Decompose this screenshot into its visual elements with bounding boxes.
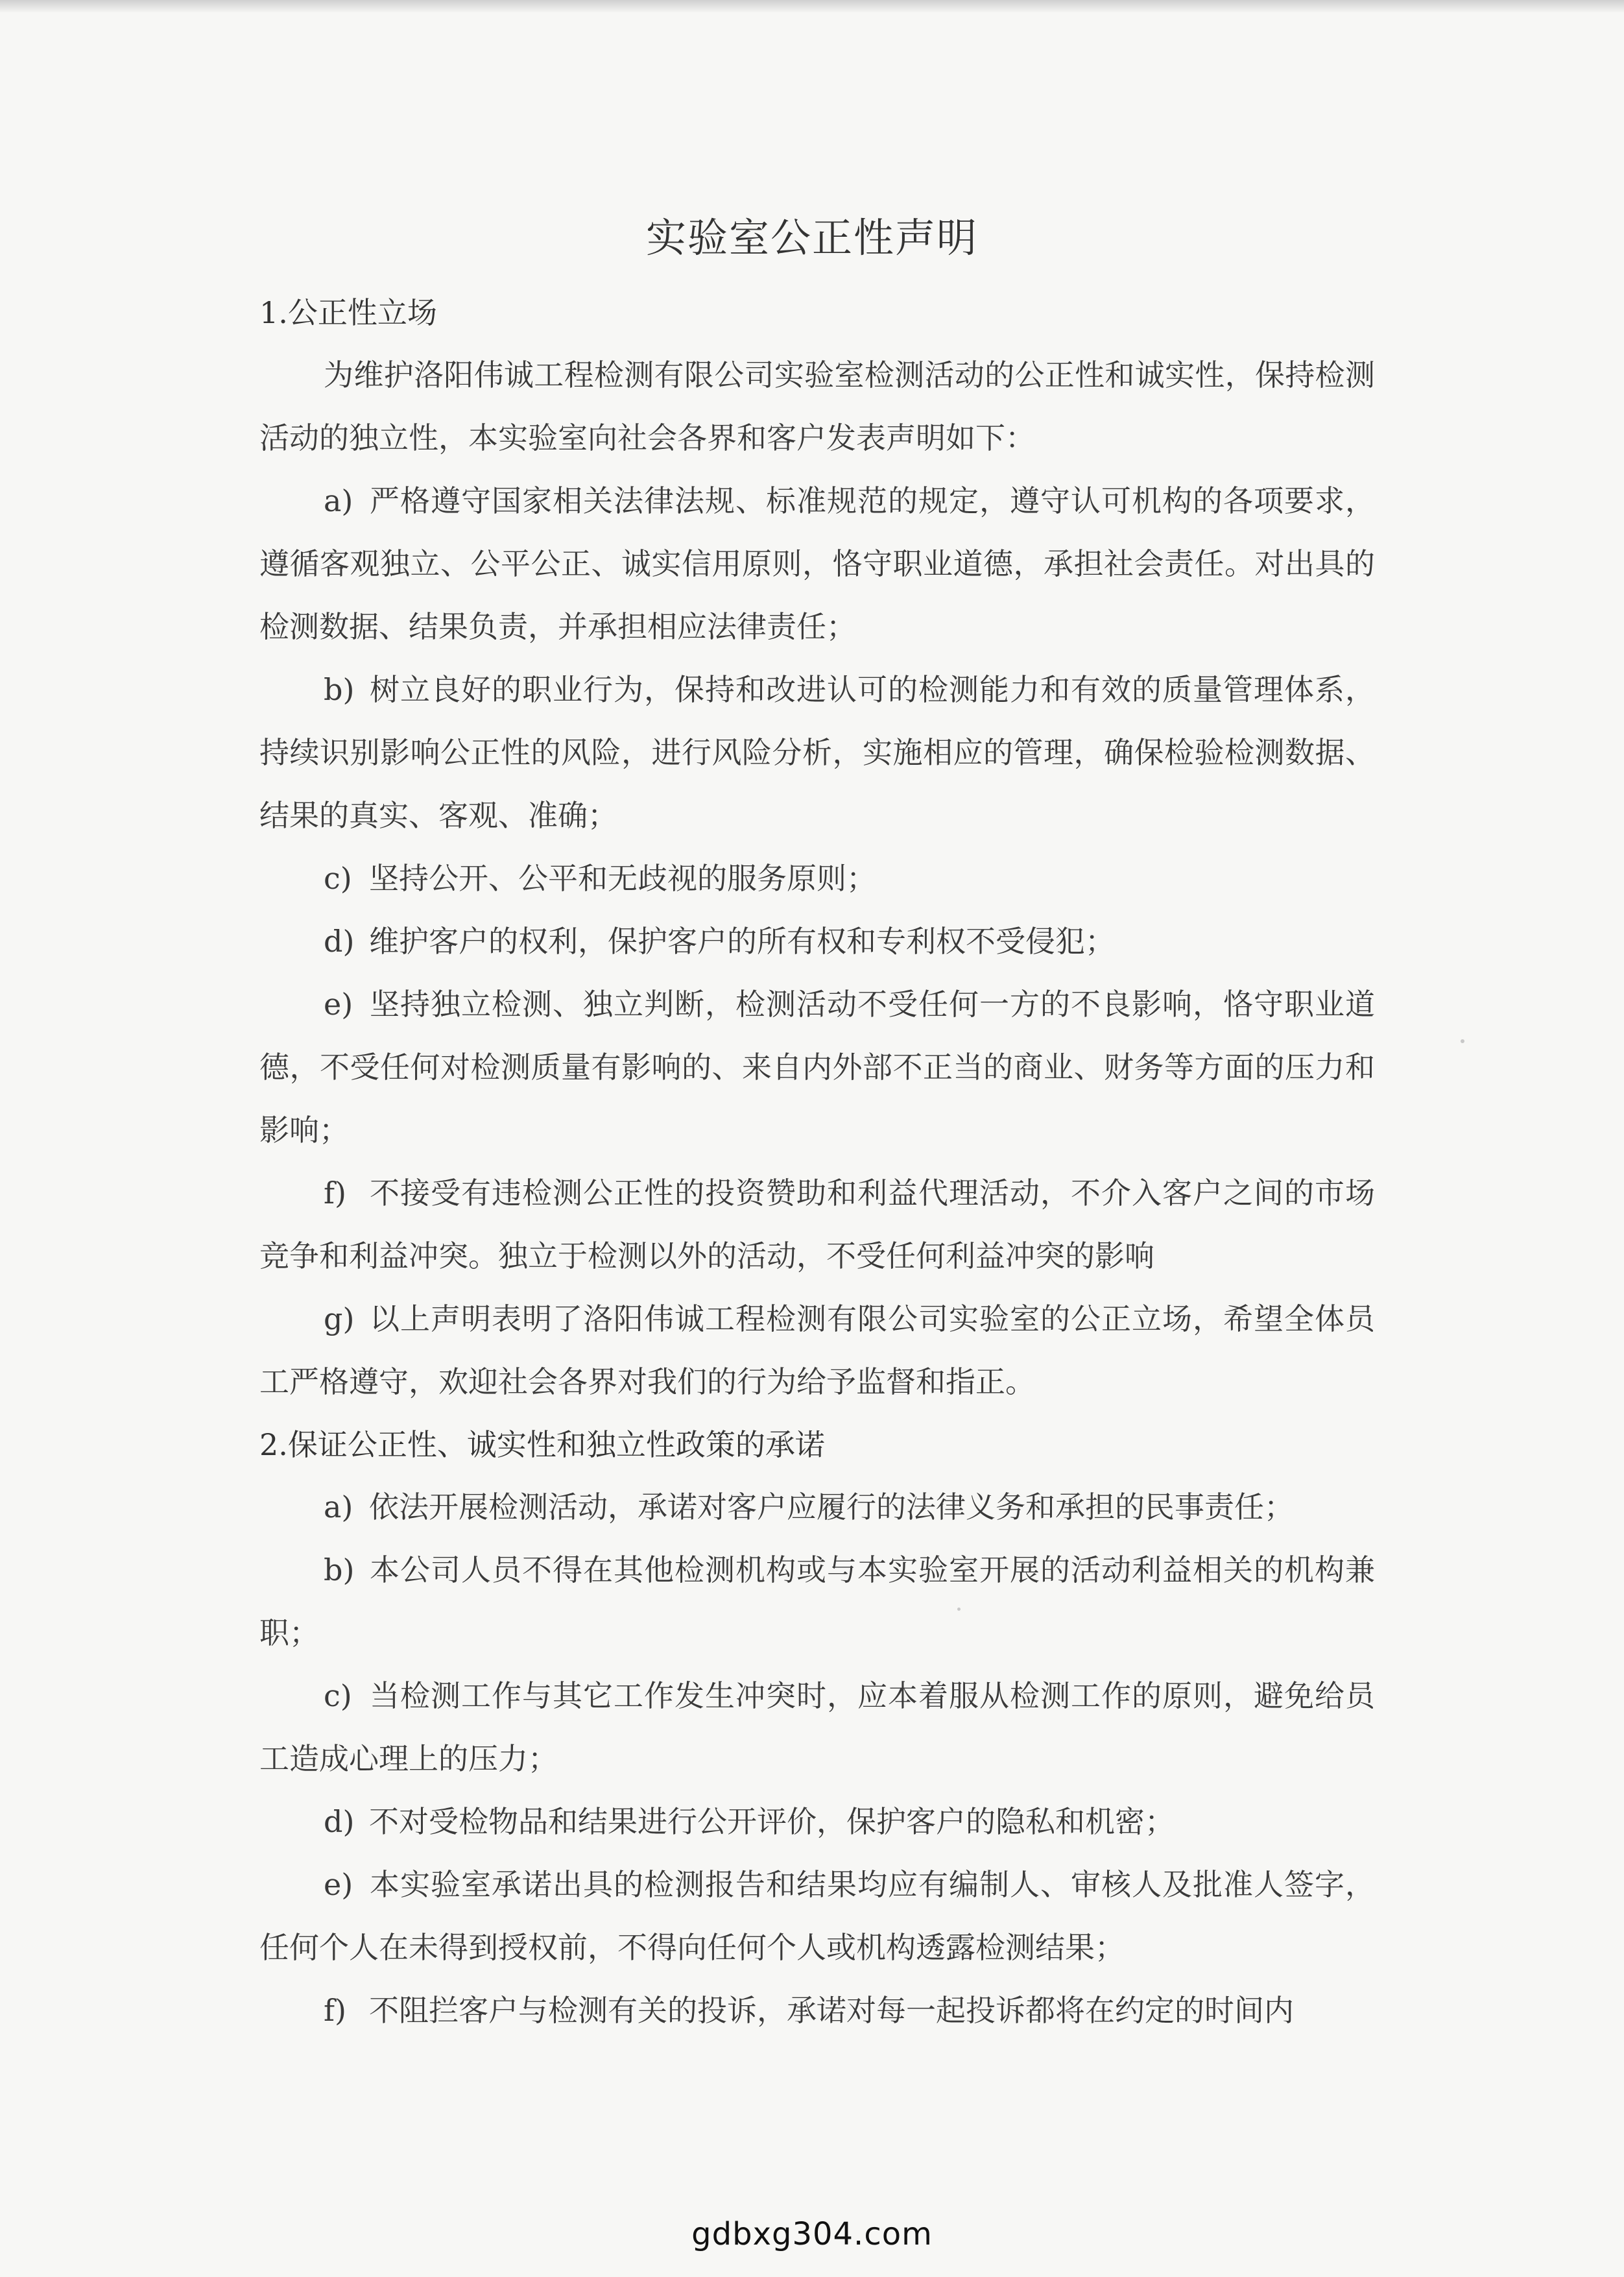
list-item: [259, 1979, 1375, 2042]
item-label: c): [324, 861, 352, 896]
scan-edge-shadow: [0, 0, 1624, 13]
item-text: 维护客户的权利，保护客户的所有权和专利权不受侵犯；: [369, 924, 1115, 959]
item-text: 坚持公开、公平和无歧视的服务原则；: [369, 861, 876, 896]
list-item: [259, 470, 1375, 658]
item-label: e): [324, 1867, 353, 1902]
list-item: [259, 847, 1375, 910]
item-label: d): [324, 1804, 355, 1839]
intro-paragraph: 为维护洛阳伟诚工程检测有限公司实验室检测活动的公正性和诚实性，保持检测活动的独立性，本实验室向社会各界和客户发表声明如下：: [259, 357, 1375, 455]
section-heading: 2.保证公正性、诚实性和独立性政策的承诺: [259, 1427, 825, 1462]
section-heading: 1.公正性立场: [259, 295, 437, 330]
item-text: 本公司人员不得在其他检测机构或与本实验室开展的活动利益相关的机构兼职；: [259, 1552, 1375, 1650]
list-item: [259, 1162, 1375, 1288]
list-item: [259, 1665, 1375, 1790]
item-label: e): [324, 987, 353, 1022]
page-title: 实验室公正性声明: [645, 214, 978, 261]
document-body: [259, 282, 1375, 2042]
item-text: 树立良好的职业行为，保持和改进认可的检测能力和有效的质量管理体系，持续识别影响公正性的风险，进行风险分析，实施相应的管理，确保检验检测数据、结果的真实、客观、准确；: [259, 672, 1375, 833]
item-text: 依法开展检测活动，承诺对客户应履行的法律义务和承担的民事责任；: [369, 1489, 1294, 1524]
item-label: d): [324, 924, 355, 959]
item-text: 当检测工作与其它工作发生冲突时，应本着服从检测工作的原则，避免给员工造成心理上的压力；: [259, 1678, 1375, 1776]
scan-speck: [1461, 1039, 1464, 1043]
item-label: f): [324, 1993, 346, 2028]
list-item: [259, 658, 1375, 847]
list-item: [259, 1853, 1375, 1979]
item-text: 本实验室承诺出具的检测报告和结果均应有编制人、审核人及批准人签字，任何个人在未得到授权前，不得向任何个人或机构透露检测结果；: [259, 1867, 1375, 1965]
item-label: c): [324, 1678, 352, 1713]
item-text: 不接受有违检测公正性的投资赞助和利益代理活动，不介入客户之间的市场竞争和利益冲突。独立于检测以外的活动，不受任何利益冲突的影响: [259, 1175, 1375, 1273]
section-impartiality-position: [259, 282, 1375, 1414]
item-label: b): [324, 672, 355, 707]
list-item: [259, 973, 1375, 1162]
item-text: 坚持独立检测、独立判断，检测活动不受任何一方的不良影响，恪守职业道德，不受任何对检测质量有影响的、来自内外部不正当的商业、财务等方面的压力和影响；: [259, 987, 1375, 1148]
list-item: [259, 910, 1375, 973]
list-item: [259, 1539, 1375, 1665]
item-text: 不对受检物品和结果进行公开评价，保护客户的隐私和机密；: [369, 1804, 1175, 1839]
item-text: 严格遵守国家相关法律法规、标准规范的规定，遵守认可机构的各项要求，遵循客观独立、公平公正、诚实信用原则，恪守职业道德，承担社会责任。对出具的检测数据、结果负责，并承担相应法律责任；: [259, 483, 1375, 644]
list-item: [259, 1790, 1375, 1853]
footer-watermark: gdbxg304.com: [691, 2216, 933, 2252]
list-item: [259, 1476, 1375, 1539]
item-label: a): [324, 483, 353, 518]
section-commitments: [259, 1414, 1375, 2042]
item-text: 以上声明表明了洛阳伟诚工程检测有限公司实验室的公正立场，希望全体员工严格遵守，欢迎社会各界对我们的行为给予监督和指正。: [259, 1301, 1375, 1399]
item-label: g): [324, 1301, 355, 1336]
item-label: a): [324, 1489, 353, 1524]
item-text: 不阻拦客户与检测有关的投诉，承诺对每一起投诉都将在约定的时间内: [369, 1993, 1294, 2028]
list-item: [259, 1288, 1375, 1414]
item-label: f): [324, 1175, 346, 1211]
item-label: b): [324, 1552, 355, 1587]
